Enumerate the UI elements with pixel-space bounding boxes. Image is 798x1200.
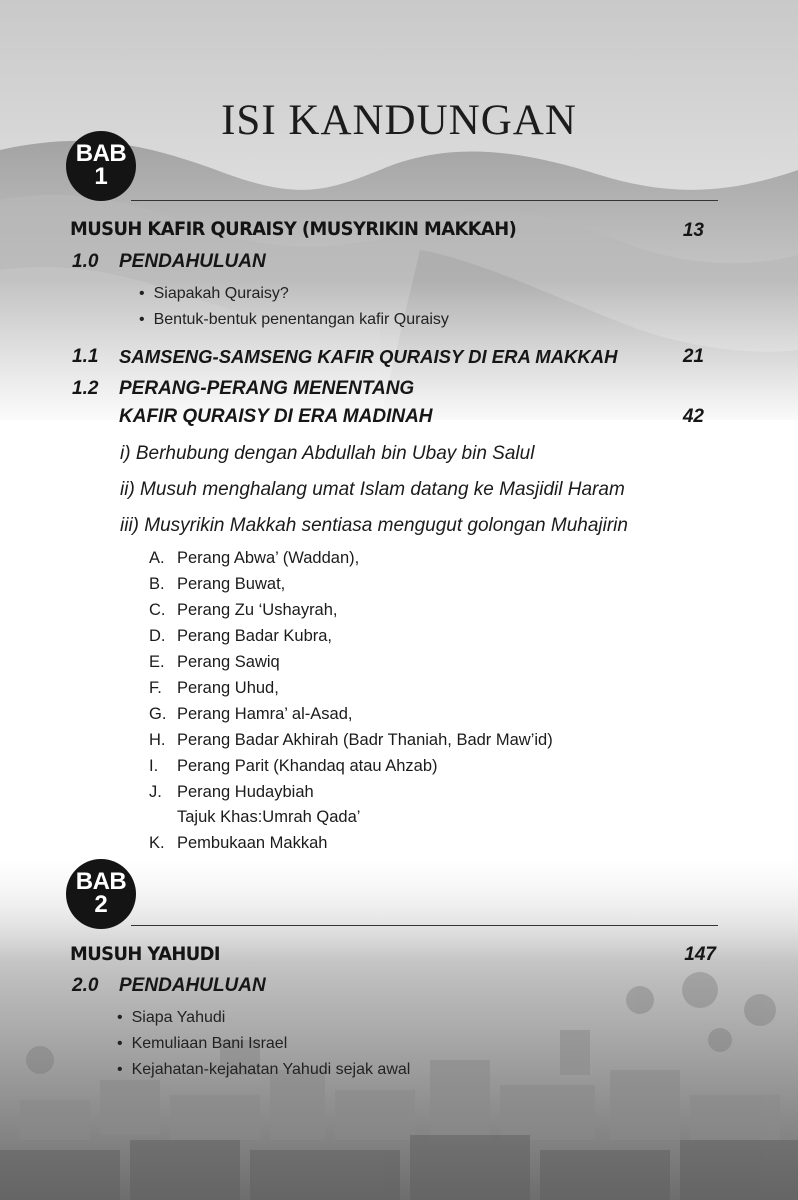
battle-list-item: Tajuk Khas:Umrah Qada’ — [177, 808, 361, 826]
bullet-item: • Siapakah Quraisy? — [139, 285, 289, 303]
bullet-item: • Kejahatan-kejahatan Yahudi sejak awal — [117, 1061, 410, 1079]
bullet-item: • Kemuliaan Bani Israel — [117, 1035, 287, 1053]
chapter-1-heading: MUSUH KAFIR QURAISY (MUSYRIKIN MAKKAH) — [70, 218, 517, 240]
battle-list-item: J. Perang Hudaybiah — [149, 783, 314, 801]
badge-number: 1 — [94, 163, 108, 190]
section-1-1-page: 21 — [682, 346, 704, 367]
section-1-0-number: 1.0 — [72, 251, 99, 272]
chapter-1-page: 13 — [682, 220, 704, 241]
bullet-item: • Bentuk-bentuk penentangan kafir Quraisy — [139, 311, 449, 329]
subsection-item: ii) Musuh menghalang umat Islam datang ke Masjidil Haram — [120, 479, 625, 500]
chapter-2-heading: MUSUH YAHUDI — [70, 943, 221, 965]
battle-list-item: H. Perang Badar Akhirah (Badr Thaniah, Badr Maw’id) — [149, 731, 553, 749]
subsection-item: i) Berhubung dengan Abdullah bin Ubay bin Salul — [120, 443, 535, 464]
chapter-1-badge — [66, 131, 136, 201]
battle-list-item: A. Perang Abwa’ (Waddan), — [149, 549, 360, 567]
battle-list-item: D. Perang Badar Kubra, — [149, 627, 333, 645]
battle-list-item: I. Perang Parit (Khandaq atau Ahzab) — [149, 757, 438, 775]
section-1-1-number: 1.1 — [72, 346, 99, 367]
chapter-2-badge — [66, 859, 136, 929]
chapter-2-page: 147 — [684, 944, 716, 965]
section-1-2-number: 1.2 — [72, 378, 99, 399]
section-1-2-page: 42 — [682, 406, 704, 427]
section-1-1-title: SAMSENG-SAMSENG KAFIR QURAISY DI ERA MAKKAH — [119, 346, 618, 367]
badge-word: BAB — [75, 868, 127, 895]
chapter-1-divider — [131, 200, 718, 201]
section-2-0-title: PENDAHULUAN — [119, 975, 266, 996]
chapter-2-divider — [131, 925, 718, 926]
battle-list-item: G. Perang Hamra’ al-Asad, — [149, 705, 353, 723]
section-1-2-title-line2: KAFIR QURAISY DI ERA MADINAH — [119, 406, 433, 427]
section-2-0-number: 2.0 — [72, 975, 99, 996]
battle-list-item: F. Perang Uhud, — [149, 679, 279, 697]
badge-word: BAB — [75, 140, 127, 167]
section-1-0-title: PENDAHULUAN — [119, 251, 266, 272]
section-1-2-title-line1: PERANG-PERANG MENENTANG — [119, 378, 415, 399]
battle-list-item: E. Perang Sawiq — [149, 653, 280, 671]
page-title: ISI KANDUNGAN — [221, 97, 577, 144]
battle-list-item: B. Perang Buwat, — [149, 575, 286, 593]
battle-list-item: K. Pembukaan Makkah — [149, 834, 328, 852]
badge-number: 2 — [94, 891, 108, 918]
battle-list-item: C. Perang Zu ‘Ushayrah, — [149, 601, 338, 619]
subsection-item: iii) Musyrikin Makkah sentiasa mengugut golongan Muhajirin — [120, 515, 628, 536]
bullet-item: • Siapa Yahudi — [117, 1009, 225, 1027]
